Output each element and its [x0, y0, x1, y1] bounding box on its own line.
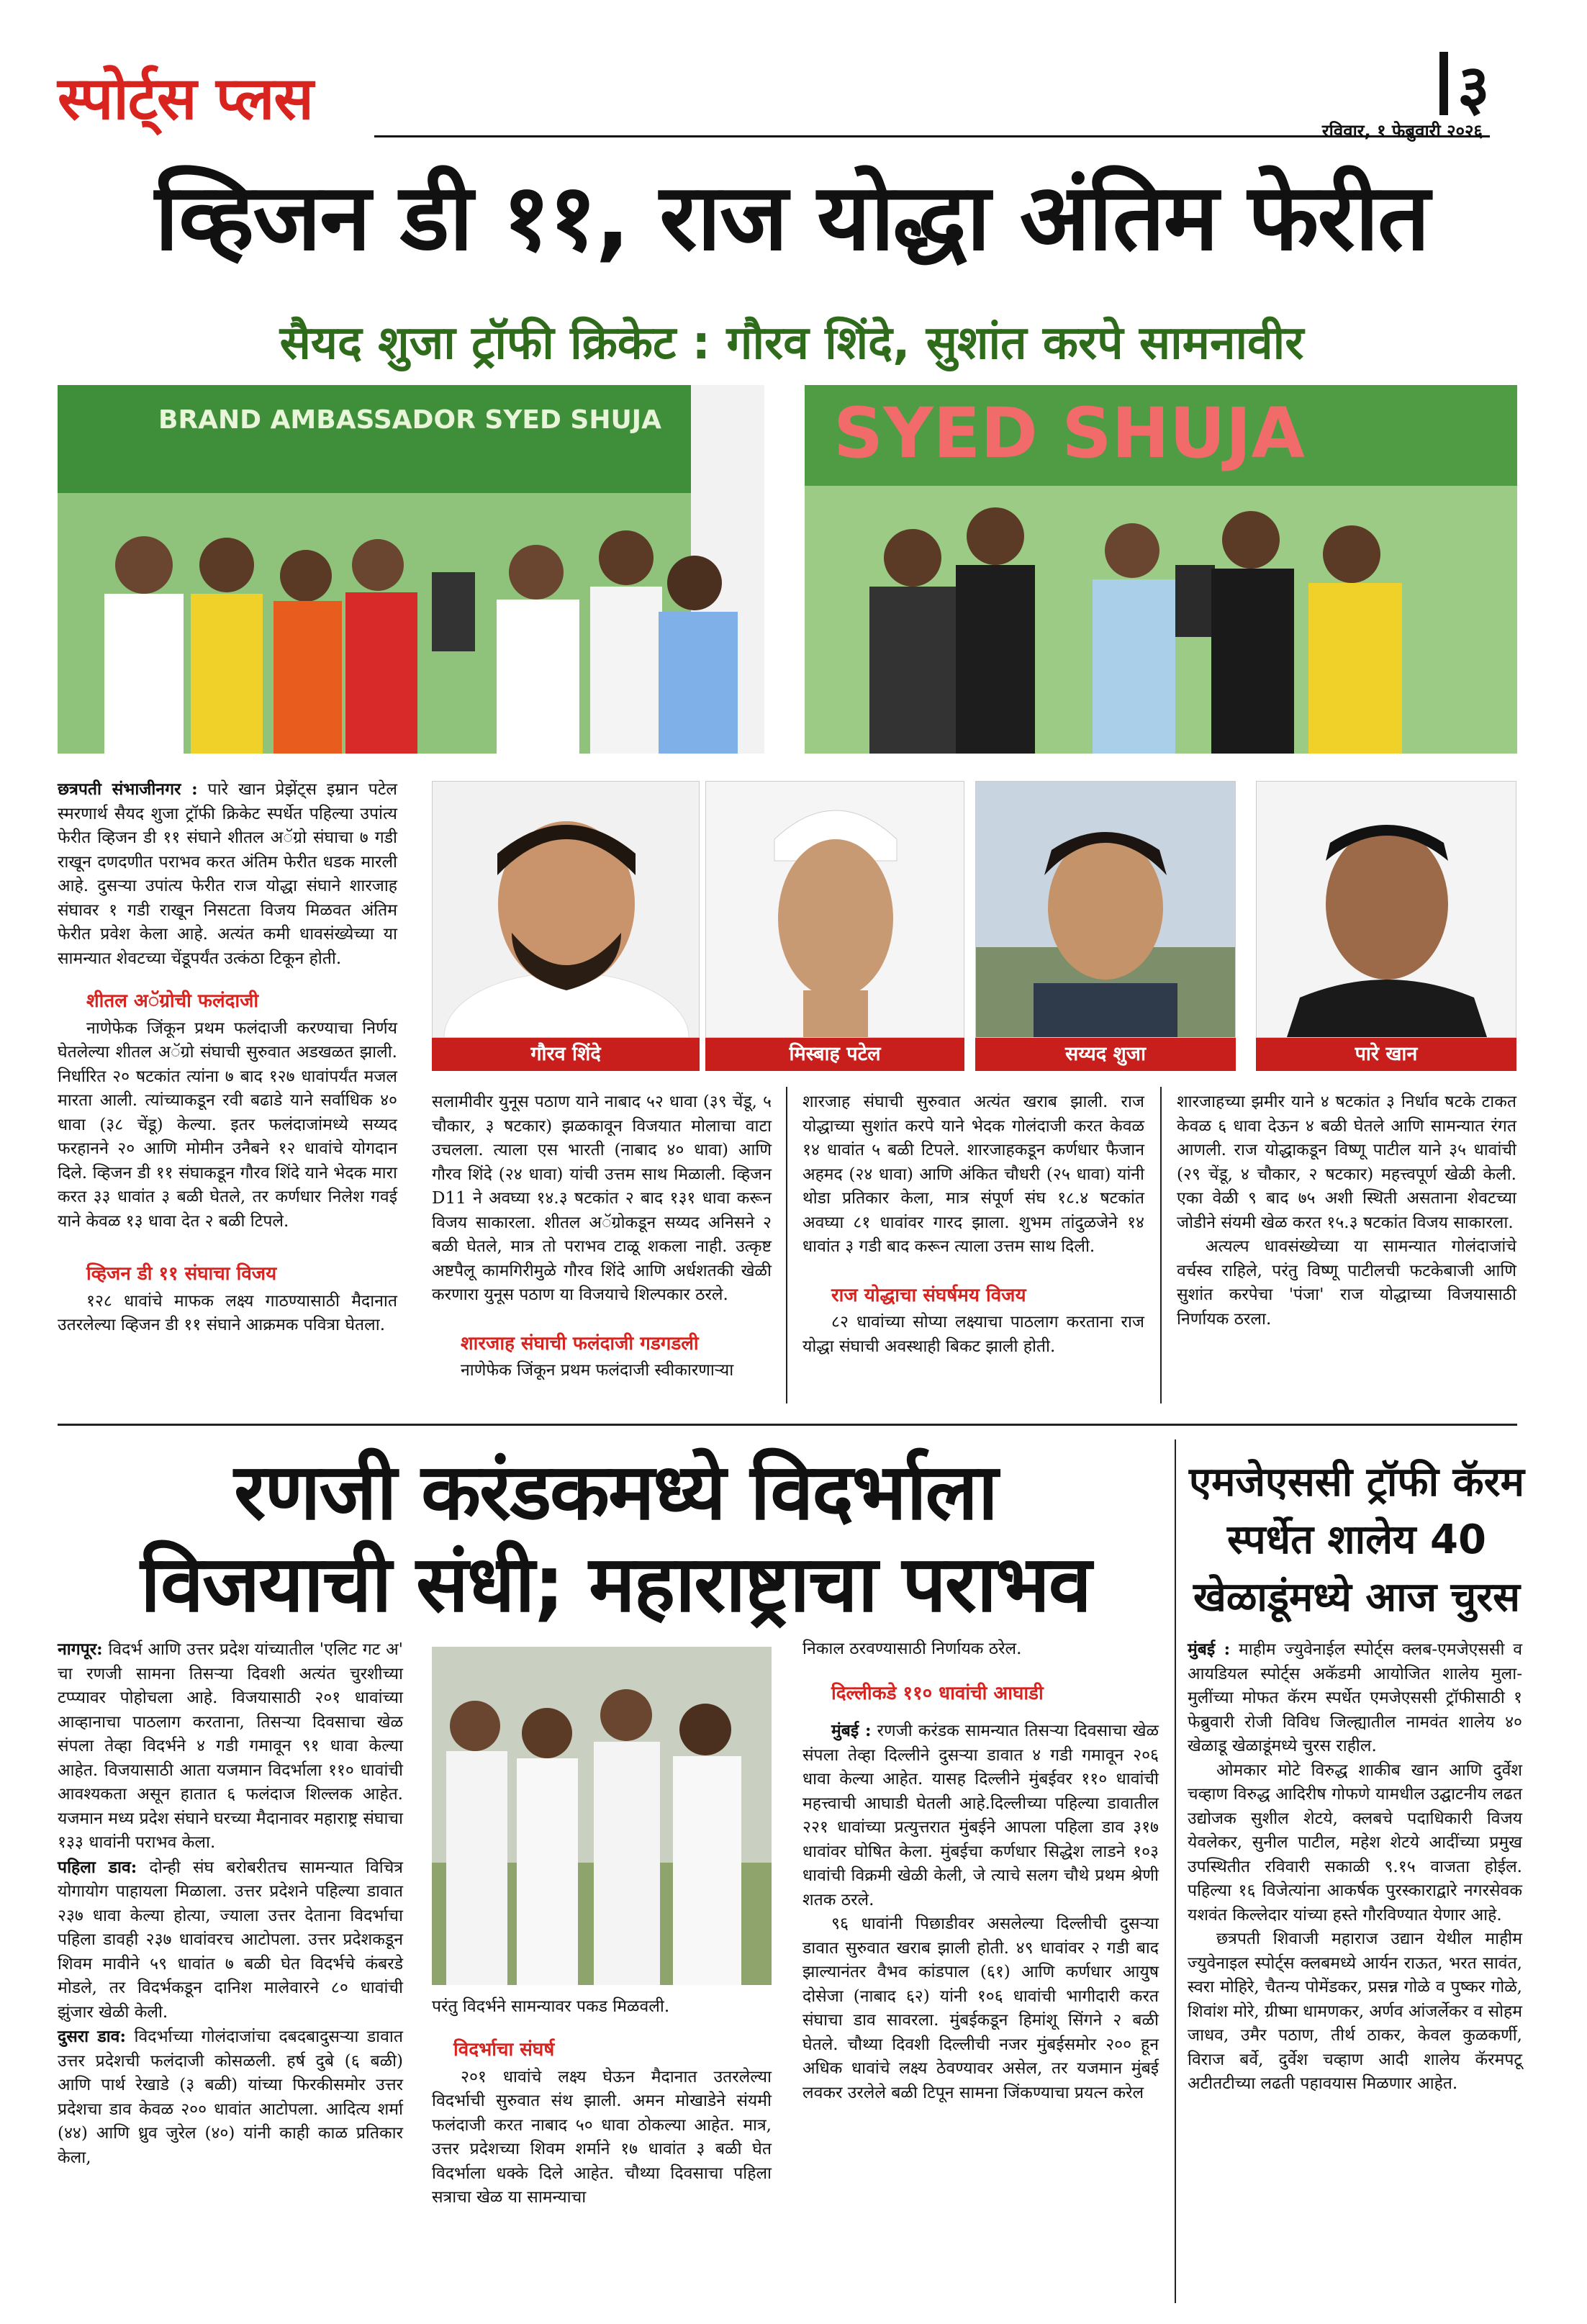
story2-para-1: दोन्ही संघ बरोबरीतच सामन्यात विचित्र योगायोग पाहायला मिळाला. उत्तर प्रदेशने पहिल्या डावात २३७ धावा केल्या होत्या, ज्याला उत्तर देताना विदर्भाचा पहिला डावही २३७ धावांवरच आटोपला. उत्तर प्रदेशकडून शिवम मावीने ५९ धावांत ७ बळी घेत विदर्भचे कंबरडे मोडले, तर विदर्भकडून दानिश मालेवारने ८० धावांची झुंजार खेळी केली.	[58, 1858, 403, 2022]
story1-column-3	[802, 1090, 1144, 1359]
issue-date: रविवार, १ फेब्रुवारी २०२६	[1321, 121, 1483, 141]
story1-para-2: १२८ धावांचे माफक लक्ष्य गाठण्यासाठी मैदानात उतरलेल्या व्हिजन डी ११ संघाने आक्रमक पवित्रा घेतला.	[58, 1291, 397, 1334]
portrait-4	[1256, 781, 1516, 1071]
story3-column	[1188, 1637, 1522, 2097]
story2-photo-caption: परंतु विदर्भने सामन्यावर पकड मिळवली.	[432, 1997, 670, 2016]
story1-col2-sub: शारजाह संघाची फलंदाजी गडगडली	[461, 1332, 699, 1355]
col-divider	[1160, 1087, 1162, 1403]
story2-column-3	[802, 1637, 1159, 2105]
story1-col2-para2: नाणेफेक जिंकून प्रथम फलंदाजी स्वीकारणाऱ्या	[461, 1361, 734, 1380]
story2-label-2: दुसरा डाव:	[58, 2027, 126, 2046]
story2-col3-para2: ९६ धावांनी पिछाडीवर असलेल्या दिल्लीची दुसऱ्या डावात सुरुवात खराब झाली होती. ४९ धावांवर २ गडी बाद झाल्यानंतर वैभव कांडपाल (६१) आणि कर्णधार आयुष दोसेजा (नाबाद ६२) यांनी १०६ धावांची भागीदारी करत संघाचा डाव सावरला. मुंबईकडून हिमांशू सिंगने २ बळी घेतले. चौथ्या दिवशी दिल्लीची नजर मुंबईसमोर २०० हून अधिक धावांचे लक्ष्य ठेवण्यावर असेल, तर यजमान मुंबई लवकर उरलेले बळी टिपून सामना जिंकण्याचा प्रयत्न करेल	[802, 1914, 1159, 2102]
banner-text-right: SYED SHUJA	[833, 393, 1305, 474]
story1-column-2	[432, 1090, 772, 1383]
portrait-3-name: सय्यद शुजा	[975, 1038, 1236, 1071]
story2-col3-dateline: मुंबई :	[831, 1721, 872, 1740]
story2-col3-lead: निकाल ठरवण्यासाठी निर्णायक ठरेल.	[802, 1640, 1022, 1658]
story2-dateline: नागपूर:	[58, 1640, 103, 1659]
story3-headline: एमजेएससी ट्रॉफी कॅरम स्पर्धेत शालेय 40 खेळाडूंमध्ये आज चुरस	[1189, 1459, 1524, 1621]
portrait-4-name: पारे खान	[1256, 1038, 1516, 1071]
story1-photo-left	[58, 385, 764, 754]
story2-intro: विदर्भ आणि उत्तर प्रदेश यांच्यातील 'एलिट गट अ' चा रणजी सामना तिसऱ्या दिवशी अत्यंत चुरशीच्या टप्प्यावर पोहोचला आहे. विजयासाठी २०१ धावांच्या आव्हानाचा पाठलाग करताना, तिसऱ्या दिवसाचा खेळ संपला तेव्हा विदर्भने ४ गडी गमावून ९१ धावा केल्या आहेत. विजयासाठी आता यजमान विदर्भाला ११० धावांची आवश्यकता असून हातात ६ फलंदाज शिल्लक आहेत. यजमान मध्य प्रदेश संघाने घरच्या मैदानावर महाराष्ट्र संघाचा १३३ धावांनी पराभव केला.	[58, 1640, 403, 1852]
page-number: ३	[1457, 52, 1490, 124]
story1-column-1	[58, 777, 397, 1338]
story1-column-4	[1177, 1090, 1516, 1331]
banner-text-left: BRAND AMBASSADOR SYED SHUJA	[158, 405, 661, 435]
story1-dateline: छत्रपती संभाजीनगर :	[58, 779, 198, 799]
story2-para-2: विदर्भाच्या गोलंदाजांचा दबदबादुसऱ्या डावात उत्तर प्रदेशची फलंदाजी कोसळली. हर्ष दुबे (६ बळी) आणि पार्थ रेखाडे (३ बळी) यांच्या फिरकीसमोर उत्तर प्रदेशचा डाव केवळ २०० धावांत आटोपला. आदित्य शर्मा (४४) आणि ध्रुव जुरेल (४०) यांनी काही काळ प्रतिकार केला,	[58, 2027, 403, 2167]
story1-col2-para: सलामीवीर युनूस पठाण याने नाबाद ५२ धावा (३९ चेंडू, ५ चौकार, ३ षटकार) झळकावून विजयात मोलाचा वाटा उचलला. त्याला एस भारती (नाबाद ४० धावा) आणि गौरव शिंदे (२४ धावा) यांची उत्तम साथ मिळाली. व्हिजन D11 ने अवघ्या १४.३ षटकांत २ बाद १३१ धावा करून विजय साकारला. शीतल अॅग्रोकडून सय्यद अनिसने २ बळी घेतले, मात्र तो पराभव टाळू शकला नाही. उत्कृष्ट अष्टपैलू कामगिरीमुळे गौरव शिंदे आणि अर्धशतकी खेळी करणारा युनूस पठाण या विजयाचे शिल्पकार ठरले.	[432, 1093, 772, 1304]
story1-sub-2: व्हिजन डी ११ संघाचा विजय	[86, 1263, 277, 1285]
story1-intro: पारे खान प्रेझेंट्स इम्रान पटेल स्मरणार्थ सैयद शुजा ट्रॉफी क्रिकेट स्पर्धेत पहिल्या उपांत्य फेरीत व्हिजन डी ११ संघाने शीतल अॅग्रो संघाचा ७ गडी राखून दणदणीत पराभव करत अंतिम फेरीत धडक मारली आहे. दुसऱ्या उपांत्य फेरीत राज योद्धा संघाने शारजाह संघावर १ गडी राखून निसटता विजय मिळवत अंतिम फेरीत प्रवेश केला आहे. अत्यंत कमी धावसंख्येच्या या सामन्यात शेवटच्या चेंडूपर्यंत उत्कंठा टिकून होती.	[58, 780, 397, 968]
portrait-2	[705, 781, 964, 1071]
story1-photo-right	[805, 385, 1517, 754]
story2-photo	[432, 1647, 772, 1985]
story1-col3-para: शारजाह संघाची सुरुवात अत्यंत खराब झाली. राज योद्धाच्या सुशांत करपे याने भेदक गोलंदाजी करत केवळ १४ धावांत ५ बळी टिपले. शारजाहकडून कर्णधार फैजान अहमद (२४ धावा) आणि अंकित चौधरी (२५ धावा) यांनी थोडा प्रतिकार केला, मात्र संपूर्ण संघ १८.४ षटकांत अवघ्या ८१ धावांवर गारद झाला. शुभम तांदुळजेने १४ धावांत ३ गडी बाद करून त्याला उत्तम साथ दिली.	[802, 1093, 1144, 1256]
story2-label-1: पहिला डाव:	[58, 1857, 137, 1877]
story2-col2-sub: विदर्भाचा संघर्ष	[453, 2039, 555, 2061]
story2-column-2	[432, 2038, 772, 2210]
story3-dateline: मुंबई :	[1188, 1640, 1231, 1659]
story2-col2-para: २०१ धावांचे लक्ष्य घेऊन मैदानात उतरलेल्या विदर्भाची सुरुवात संथ झाली. अमन मोखाडेने संयमी फलंदाजी करत नाबाद ५० धावा ठोकल्या आहेत. मात्र, उत्तर प्रदेशच्या शिवम शर्माने १७ धावांत ३ बळी घेत विदर्भाला धक्के दिले आहेत. चौथ्या दिवसाचा पहिला सत्राचा खेळ या सामन्याचा	[432, 2067, 772, 2207]
section-divider	[58, 1424, 1517, 1426]
story3-para-2: छत्रपती शिवाजी महाराज उद्यान येथील माहीम ज्युवेनाइल स्पोर्ट्स क्लबमध्ये आर्यन राऊत, भरत सावंत, स्वरा मोहिरे, चैतन्य पोमेंडकर, प्रसन्न गोळे व पुष्कर गोळे, शिवांश मोरे, ग्रीष्मा धामणकर, अर्णव आंजर्लेकर व सोहम जाधव, उमैर पठाण, तीर्थ ठाकर, केवल कुळकर्णी, विराज बर्वे, दुर्वेश चव्हाण आदी शालेय कॅरमपटू अटीतटीच्या लढती पहावयास मिळणार आहेत.	[1188, 1930, 1522, 2093]
masthead-title: स्पोर्ट्स प्लस	[58, 65, 313, 133]
story2-col3-sub: दिल्लीकडे ११० धावांची आघाडी	[831, 1682, 1044, 1704]
story1-headline: व्हिजन डी ११, राज योद्धा अंतिम फेरीत	[155, 164, 1429, 271]
story2-col3-para: रणजी करंडक सामन्यात तिसऱ्या दिवसाचा खेळ संपला तेव्हा दिल्लीने दुसऱ्या डावात ४ गडी गमावून २०६ धावा केल्या आहेत. यासह दिल्लीने मुंबईवर ११० धावांची महत्त्वाची आघाडी घेतली आहे.दिल्लीच्या पहिल्या डावातील २२१ धावांच्या प्रत्युत्तरात मुंबईने आपला पहिला डाव ३१७ धावांवर घोषित केला. मुंबईचा कर्णधार सिद्धेश लाडने १०३ धावांची विक्रमी खेळी केली, जे त्याचे सलग चौथे प्रथम श्रेणी शतक ठरले.	[802, 1722, 1159, 1909]
col-divider	[1175, 1439, 1176, 2303]
masthead-bar	[1439, 52, 1448, 115]
story3-intro: माहीम ज्युवेनाईल स्पोर्ट्स क्लब-एमजेएससी व आयडियल स्पोर्ट्स अकॅडमी आयोजित शालेय मुला-मुलींच्या मोफत कॅरम स्पर्धेत एमजेएससी ट्रॉफीसाठी १ फेब्रुवारी रोजी विविध जिल्ह्यातील नामवंत शालेय ४० खेळाडू खेळाडूंमध्ये चुरस राहील.	[1188, 1640, 1523, 1755]
col-divider	[786, 1087, 787, 1403]
story1-col4-para2: अत्यल्प धावसंख्येच्या या सामन्यात गोलंदाजांचे वर्चस्व राहिले, परंतु विष्णू पाटीलची फटकेबाजी आणि सुशांत करपेचा 'पंजा' राज योद्धाच्या विजयासाठी निर्णायक ठरला.	[1177, 1237, 1516, 1329]
story1-para-1: नाणेफेक जिंकून प्रथम फलंदाजी करण्याचा निर्णय घेतलेल्या शीतल अॅग्रो संघाची सुरुवात अडखळत झाली. निर्धारित २० षटकांत त्यांना ७ बाद १२७ धावांपर्यंत मजल मारता आली. त्यांच्याकडून रवी बढाडे याने सर्वाधिक ४० धावा (३८ चेंडू) केल्या. इतर फलंदाजांमध्ये सय्यद फरहानने २० आणि मोमीन उनैबने १२ धावांचे योगदान दिले. व्हिजन डी ११ संघाकडून गौरव शिंदे याने भेदक मारा करत ३३ धावांत ३ बळी घेतले, तर कर्णधार निलेश गवई याने केवळ १३ धावा देत २ बळी टिपले.	[58, 1018, 397, 1231]
story1-col3-para2: ८२ धावांच्या सोप्या लक्ष्याचा पाठलाग करताना राज योद्धा संघाची अवस्थाही बिकट झाली होती.	[802, 1313, 1144, 1356]
story2-headline	[65, 1447, 1166, 1631]
story3-para-1: ओमकार मोटे विरुद्ध शाकीब खान आणि दुर्वेश चव्हाण विरुद्ध आदिरीष गोफणे यामधील उद्घाटनीय लढत उद्योजक सुशील शेटये, क्लबचे पदाधिकारी विजय येवलेकर, सुनील पाटील, महेश शेटये आदींच्या प्रमुख उपस्थितीत रविवारी सकाळी ९.१५ वाजता होईल. पहिल्या १६ विजेत्यांना आकर्षक पुरस्काराद्वारे नगरसेवक यशवंत किल्लेदार यांच्या हस्ते गौरविण्यात येणार आहे.	[1188, 1760, 1522, 1925]
story1-col4-para: शारजाहच्या झमीर याने ४ षटकांत ३ निर्धाव षटके टाकत केवळ ६ धावा देऊन ४ बळी घेतले आणि सामन्यात रंगत आणली. राज योद्धाकडून विष्णू पाटील याने ३५ धावांची (२९ चेंडू, ४ चौकार, २ षटकार) महत्त्वपूर्ण खेळी केली. एका वेळी ९ बाद ७५ अशी स्थिती असताना शेवटच्या जोडीने संयमी खेळ करत १५.३ षटकांत विजय साकारला.	[1177, 1093, 1516, 1232]
portrait-3	[975, 781, 1236, 1071]
story2-headline-line2: विजयाची संधी; महाराष्ट्राचा पराभव	[140, 1539, 1090, 1629]
story2-headline-line1: रणजी करंडकमध्ये विदर्भाला	[234, 1447, 997, 1537]
portrait-1-name: गौरव शिंदे	[432, 1038, 700, 1071]
story1-sub-1: शीतल अॅग्रोची फलंदाजी	[86, 990, 259, 1012]
portrait-2-name: मिस्बाह पटेल	[705, 1038, 964, 1071]
story2-column-1	[58, 1637, 403, 2170]
story1-col3-sub: राज योद्धाचा संघर्षमय विजय	[831, 1284, 1026, 1306]
portrait-1	[432, 781, 700, 1071]
story1-subheadline: सैयद शुजा ट्रॉफी क्रिकेट : गौरव शिंदे, सुशांत करपे सामनावीर	[279, 317, 1304, 370]
